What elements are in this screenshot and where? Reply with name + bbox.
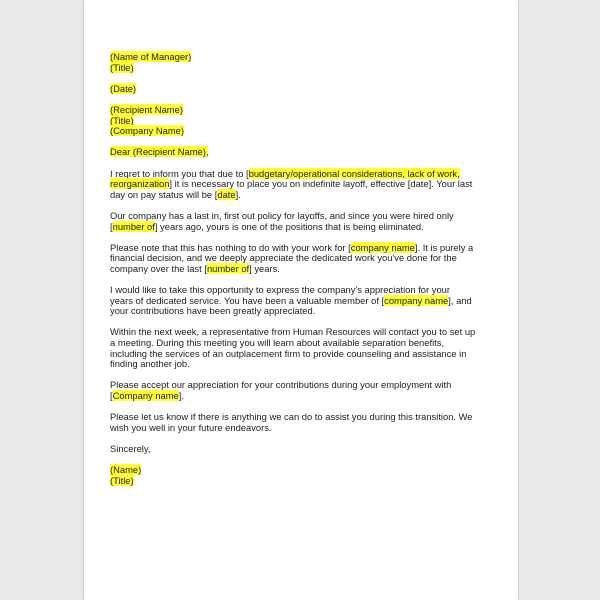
paragraph-text: financial decision, and we deeply appreciate the dedicated work you've done for the xyxy=(110,252,457,264)
paragraph-text: finding another job. xyxy=(110,358,190,370)
placeholder-reason: budgetary/operational considerations, lack of work, xyxy=(248,167,460,179)
salutation: Dear (Recipient Name), xyxy=(110,146,209,158)
paragraph-text: ] years. xyxy=(249,262,280,274)
paragraph-text: ]. xyxy=(235,188,241,200)
paragraph-text: ], and xyxy=(448,294,472,306)
placeholder-years: number of xyxy=(206,262,250,274)
paragraph-text: ]. It is purely a xyxy=(414,241,474,253)
paragraph-text: your contributions have been greatly appreciated. xyxy=(110,305,316,317)
recipient-title: (Title) xyxy=(110,114,134,126)
closing-text: Sincerely, xyxy=(110,442,151,454)
paragraph-text: [ xyxy=(110,390,113,401)
paragraph-text: Please accept our appreciation for your contributions during your employment with xyxy=(110,379,452,391)
paragraph-text: years of dedicated service. You have been a valuable member of [ xyxy=(110,294,385,306)
paragraph-6 xyxy=(110,380,450,401)
paragraph-text: day on pay status will be [ xyxy=(110,188,218,200)
signature-title: (Title) xyxy=(110,474,134,486)
date-block xyxy=(110,84,450,95)
placeholder-company: company name xyxy=(350,241,415,253)
paragraph-3 xyxy=(110,241,474,275)
paragraph-text: wish you well in your future endeavors. xyxy=(110,421,272,433)
paragraph-text: ] it is necessary to place you on indefinite layoff, effective [date]. Your last xyxy=(169,178,473,190)
paragraph-4 xyxy=(110,284,472,317)
paragraph-text: Please let us know if there is anything we can do to assist you during this transition. We xyxy=(110,411,473,423)
document-page xyxy=(84,0,518,600)
paragraph-5 xyxy=(110,326,476,370)
recipient-block xyxy=(110,105,450,137)
paragraph-text: ]. xyxy=(178,390,185,401)
paragraph-text: I regret to inform you that due to [ xyxy=(110,167,249,179)
paragraph-7 xyxy=(110,411,473,433)
paragraph-text: Please note that this has nothing to do with your work for [ xyxy=(110,241,351,253)
manager-name: (Name of Manager) xyxy=(110,51,192,62)
letter-date: (Date) xyxy=(110,82,137,94)
paragraph-text: company over the last [ xyxy=(110,262,207,274)
paragraph-text: ] years ago, yours is one of the positions that is being eliminated. xyxy=(154,220,424,232)
placeholder-company: Company name xyxy=(112,390,179,401)
recipient-name: (Recipient Name) xyxy=(110,103,183,115)
manager-title: (Title) xyxy=(110,61,134,73)
recipient-company: (Company Name) xyxy=(110,125,184,137)
closing xyxy=(110,444,450,455)
placeholder-date: date xyxy=(217,188,236,200)
paragraph-text: Within the next week, a representative from Human Resources will contact you to set up xyxy=(110,326,476,338)
paragraph-1 xyxy=(110,167,473,201)
letter-body xyxy=(110,51,476,486)
paragraph-text: I would like to take this opportunity to express the company's appreciation for your xyxy=(110,284,450,296)
paragraph-text: [ xyxy=(110,220,113,232)
signature-block xyxy=(110,465,450,486)
placeholder-years: number of xyxy=(112,220,155,232)
paragraph-2 xyxy=(110,209,454,232)
paragraph-text: Our company has a last in, first out policy for layoffs, and since you were hired only xyxy=(110,209,454,221)
paragraph-text: including the services of an outplacement firm to provide counseling and assistance in xyxy=(110,347,467,359)
placeholder-reason-2: reorganization xyxy=(110,178,170,190)
salutation-block xyxy=(110,147,450,158)
paragraph-text: a meeting. During this meeting you will learn about available separation benefits, xyxy=(110,337,445,349)
sender-block xyxy=(110,52,450,73)
placeholder-company: company name xyxy=(384,294,449,306)
signature-name: (Name) xyxy=(110,464,142,476)
